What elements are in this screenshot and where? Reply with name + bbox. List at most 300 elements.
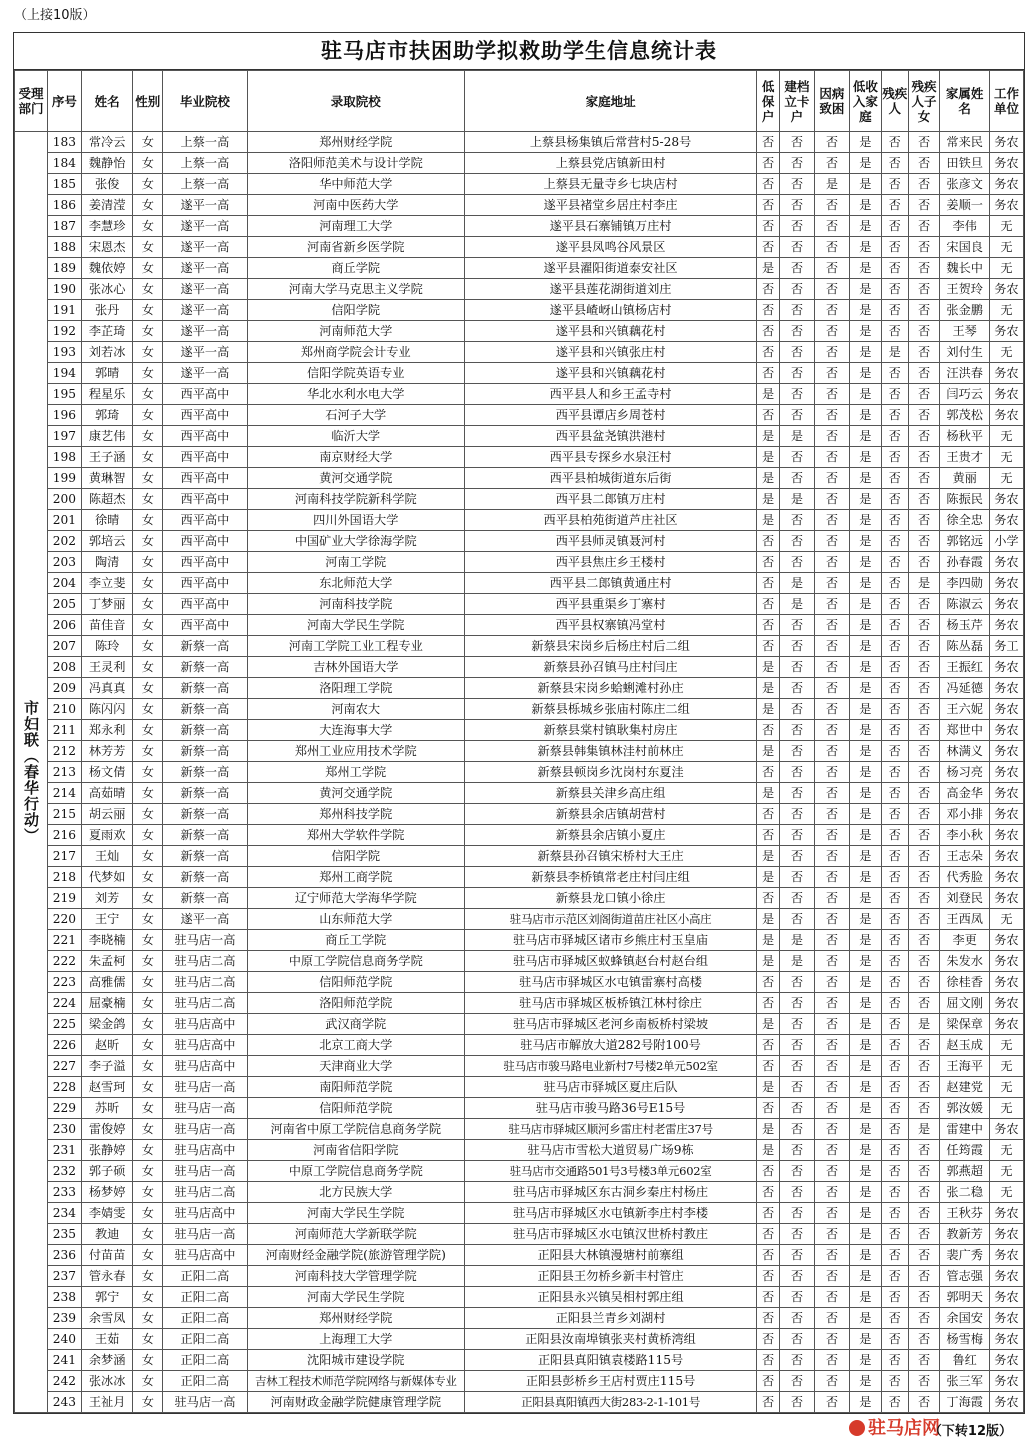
table-cell: 丁海霞: [940, 1392, 989, 1413]
table-cell: 否: [908, 1161, 940, 1182]
table-cell: 是: [849, 1266, 881, 1287]
table-cell: 西平县人和乡王孟寺村: [464, 384, 756, 405]
table-cell: 驻马店高中: [163, 1035, 247, 1056]
table-cell: 务农: [989, 1392, 1023, 1413]
table-cell: 否: [757, 195, 780, 216]
table-cell: 新蔡一高: [163, 741, 247, 762]
table-cell: 李伟: [940, 216, 989, 237]
table-cell: 陈超杰: [81, 489, 132, 510]
table-cell: 否: [881, 216, 908, 237]
table-cell: 否: [814, 195, 849, 216]
table-cell: 西平县柏城街道东后街: [464, 468, 756, 489]
table-cell: 否: [881, 1014, 908, 1035]
table-cell: 河南财政金融学院健康管理学院: [247, 1392, 464, 1413]
table-cell: 否: [757, 1203, 780, 1224]
table-cell: 否: [814, 1035, 849, 1056]
table-cell: 女: [133, 489, 163, 510]
table-cell: 务农: [989, 1266, 1023, 1287]
column-header: 建档立卡户: [779, 71, 814, 132]
table-cell: 洛阳师范学院: [247, 993, 464, 1014]
table-cell: 女: [133, 720, 163, 741]
table-cell: 驻马店市驿城区蚁蜂镇赵台村赵台组: [464, 951, 756, 972]
table-cell: 正阳县王勿桥乡新丰村管庄: [464, 1266, 756, 1287]
table-cell: 女: [133, 699, 163, 720]
table-cell: 女: [133, 1329, 163, 1350]
table-row: [15, 1392, 1024, 1413]
table-row: [15, 132, 1024, 153]
table-cell: 否: [779, 1077, 814, 1098]
table-cell: 是: [849, 720, 881, 741]
table-cell: 否: [757, 132, 780, 153]
table-cell: 否: [779, 1161, 814, 1182]
table-cell: 务农: [989, 405, 1023, 426]
table-cell: 否: [814, 1203, 849, 1224]
column-header: 姓名: [81, 71, 132, 132]
table-cell: 是: [757, 909, 780, 930]
table-cell: 否: [881, 1140, 908, 1161]
table-cell: 否: [814, 300, 849, 321]
table-cell: 是: [849, 1014, 881, 1035]
table-cell: 是: [849, 1224, 881, 1245]
table-cell: 上蔡一高: [163, 153, 247, 174]
table-cell: 否: [814, 468, 849, 489]
table-cell: 否: [881, 531, 908, 552]
table-cell: 河南农大: [247, 699, 464, 720]
table-cell: 新蔡一高: [163, 804, 247, 825]
table-cell: 否: [908, 279, 940, 300]
table-cell: 遂平一高: [163, 321, 247, 342]
table-cell: 否: [881, 384, 908, 405]
table-cell: 否: [881, 195, 908, 216]
table-cell: 务农: [989, 1287, 1023, 1308]
site-logo-icon: [849, 1420, 865, 1436]
table-cell: 务工: [989, 636, 1023, 657]
table-cell: 无: [989, 342, 1023, 363]
table-cell: 240: [47, 1329, 81, 1350]
table-cell: 否: [881, 615, 908, 636]
table-cell: 是: [757, 1077, 780, 1098]
table-cell: 临沂大学: [247, 426, 464, 447]
table-cell: 是: [779, 489, 814, 510]
table-cell: 否: [908, 489, 940, 510]
table-cell: 驻马店市驿城区板桥镇江林村徐庄: [464, 993, 756, 1014]
table-cell: 信阳师范学院: [247, 972, 464, 993]
table-cell: 200: [47, 489, 81, 510]
table-cell: 否: [814, 342, 849, 363]
table-row: [15, 426, 1024, 447]
table-cell: 赵昕: [81, 1035, 132, 1056]
table-cell: 是: [849, 783, 881, 804]
table-cell: 女: [133, 615, 163, 636]
table-cell: 否: [814, 1224, 849, 1245]
table-row: [15, 258, 1024, 279]
table-cell: 驻马店市驿城区水屯镇汉世桥村教庄: [464, 1224, 756, 1245]
table-cell: 否: [757, 720, 780, 741]
table-row: [15, 1119, 1024, 1140]
table-cell: 是: [779, 573, 814, 594]
table-cell: 否: [881, 237, 908, 258]
table-cell: 王灵利: [81, 657, 132, 678]
table-cell: 务农: [989, 1371, 1023, 1392]
table-cell: 张静婷: [81, 1140, 132, 1161]
table-cell: 西平高中: [163, 594, 247, 615]
table-cell: 216: [47, 825, 81, 846]
table-cell: 山东师范大学: [247, 909, 464, 930]
table-cell: 冯延德: [940, 678, 989, 699]
table-cell: 新蔡县宋岗乡后杨庄村后二组: [464, 636, 756, 657]
table-cell: 否: [814, 1371, 849, 1392]
table-cell: 否: [779, 1392, 814, 1413]
table-cell: 李四勋: [940, 573, 989, 594]
table-cell: 否: [779, 1098, 814, 1119]
column-header: 家属姓名: [940, 71, 989, 132]
table-cell: 否: [881, 300, 908, 321]
table-cell: 新蔡县龙口镇小徐庄: [464, 888, 756, 909]
table-cell: 陈玲: [81, 636, 132, 657]
table-cell: 否: [814, 279, 849, 300]
table-cell: 否: [881, 1224, 908, 1245]
table-cell: 女: [133, 258, 163, 279]
table-cell: 务农: [989, 993, 1023, 1014]
table-cell: 杨秋平: [940, 426, 989, 447]
table-header-row: [15, 71, 1024, 132]
table-cell: 否: [881, 867, 908, 888]
table-cell: 遂平一高: [163, 258, 247, 279]
table-row: [15, 1077, 1024, 1098]
table-cell: 是: [849, 1329, 881, 1350]
table-cell: 否: [908, 1287, 940, 1308]
table-cell: 否: [881, 1077, 908, 1098]
table-cell: 否: [881, 1056, 908, 1077]
table-cell: 女: [133, 153, 163, 174]
table-cell: 王西凤: [940, 909, 989, 930]
table-cell: 务农: [989, 972, 1023, 993]
table-cell: 梁金鸽: [81, 1014, 132, 1035]
table-cell: 否: [814, 1119, 849, 1140]
table-cell: 王宁: [81, 909, 132, 930]
table-cell: 驻马店一高: [163, 930, 247, 951]
table-cell: 否: [779, 552, 814, 573]
table-cell: 否: [814, 909, 849, 930]
table-cell: 女: [133, 1203, 163, 1224]
table-cell: 否: [908, 1308, 940, 1329]
table-row: [15, 720, 1024, 741]
table-cell: 否: [814, 552, 849, 573]
table-cell: 李小秋: [940, 825, 989, 846]
table-cell: 否: [881, 1329, 908, 1350]
table-cell: 驻马店市骏马路电业新村7号楼2单元502室: [464, 1056, 756, 1077]
table-cell: 务农: [989, 1224, 1023, 1245]
table-cell: 任筠霞: [940, 1140, 989, 1161]
table-cell: 否: [881, 279, 908, 300]
table-cell: 郭晴: [81, 363, 132, 384]
table-cell: 否: [881, 1161, 908, 1182]
table-cell: 朱孟柯: [81, 951, 132, 972]
table-cell: 否: [779, 993, 814, 1014]
table-cell: 务农: [989, 699, 1023, 720]
table-cell: 否: [757, 363, 780, 384]
table-cell: 余雪凤: [81, 1308, 132, 1329]
table-cell: 杨雪梅: [940, 1329, 989, 1350]
table-cell: 否: [908, 132, 940, 153]
table-cell: 否: [881, 657, 908, 678]
table-cell: 河南大学民生学院: [247, 1203, 464, 1224]
table-cell: 否: [908, 783, 940, 804]
table-cell: 否: [814, 1014, 849, 1035]
column-header: 残疾人: [881, 71, 908, 132]
table-cell: 郭铭远: [940, 531, 989, 552]
table-cell: 否: [779, 720, 814, 741]
table-cell: 209: [47, 678, 81, 699]
table-cell: 否: [814, 426, 849, 447]
table-cell: 是: [849, 1056, 881, 1077]
table-cell: 正阳二高: [163, 1371, 247, 1392]
table-cell: 194: [47, 363, 81, 384]
table-cell: 务农: [989, 1203, 1023, 1224]
table-cell: 西平县焦庄乡王楼村: [464, 552, 756, 573]
table-cell: 否: [814, 804, 849, 825]
table-cell: 代梦如: [81, 867, 132, 888]
table-cell: 否: [779, 279, 814, 300]
table-cell: 否: [779, 237, 814, 258]
table-cell: 否: [757, 174, 780, 195]
table-cell: 否: [908, 615, 940, 636]
table-cell: 否: [757, 1056, 780, 1077]
table-row: [15, 300, 1024, 321]
table-row: [15, 1245, 1024, 1266]
table-cell: 郭琦: [81, 405, 132, 426]
table-cell: 218: [47, 867, 81, 888]
table-cell: 刘芳: [81, 888, 132, 909]
table-cell: 河南理工大学: [247, 216, 464, 237]
table-cell: 常来民: [940, 132, 989, 153]
table-row: [15, 636, 1024, 657]
table-cell: 遂平县莲花湖街道刘庄: [464, 279, 756, 300]
table-cell: 否: [779, 363, 814, 384]
table-cell: 郑州大学软件学院: [247, 825, 464, 846]
table-cell: 新蔡县栎城乡张庙村陈庄二组: [464, 699, 756, 720]
table-cell: 是: [849, 1077, 881, 1098]
table-cell: 女: [133, 1224, 163, 1245]
table-cell: 否: [779, 1224, 814, 1245]
table-cell: 西平高中: [163, 552, 247, 573]
table-cell: 是: [849, 1140, 881, 1161]
table-cell: 否: [814, 1245, 849, 1266]
table-cell: 否: [814, 1140, 849, 1161]
table-row: [15, 468, 1024, 489]
table-cell: 否: [881, 1119, 908, 1140]
table-cell: 商丘学院: [247, 258, 464, 279]
table-cell: 天津商业大学: [247, 1056, 464, 1077]
table-cell: 否: [814, 363, 849, 384]
table-cell: 否: [908, 1140, 940, 1161]
table-cell: 务农: [989, 1329, 1023, 1350]
table-row: [15, 930, 1024, 951]
table-cell: 183: [47, 132, 81, 153]
table-cell: 闫巧云: [940, 384, 989, 405]
table-cell: 驻马店高中: [163, 1245, 247, 1266]
table-cell: 235: [47, 1224, 81, 1245]
table-cell: 无: [989, 237, 1023, 258]
table-cell: 186: [47, 195, 81, 216]
table-cell: 河南省中原工学院信息商务学院: [247, 1119, 464, 1140]
table-cell: 192: [47, 321, 81, 342]
table-row: [15, 594, 1024, 615]
table-cell: 陈丛磊: [940, 636, 989, 657]
table-cell: 驻马店市交通路501号3号楼3单元602室: [464, 1161, 756, 1182]
table-row: [15, 972, 1024, 993]
table-cell: 否: [881, 909, 908, 930]
table-cell: 226: [47, 1035, 81, 1056]
table-cell: 234: [47, 1203, 81, 1224]
table-cell: 否: [814, 951, 849, 972]
table-cell: 王茹: [81, 1329, 132, 1350]
table-cell: 教新芳: [940, 1224, 989, 1245]
table-cell: 务农: [989, 615, 1023, 636]
table-row: [15, 993, 1024, 1014]
table-cell: 是: [849, 1308, 881, 1329]
table-cell: 227: [47, 1056, 81, 1077]
table-cell: 驻马店市驿城区东古洞乡秦庄村杨庄: [464, 1182, 756, 1203]
table-row: [15, 825, 1024, 846]
table-cell: 石河子大学: [247, 405, 464, 426]
table-cell: 张二稳: [940, 1182, 989, 1203]
table-cell: 郑世中: [940, 720, 989, 741]
table-cell: 否: [779, 1119, 814, 1140]
table-cell: 梁保章: [940, 1014, 989, 1035]
table-cell: 否: [814, 405, 849, 426]
table-cell: 否: [908, 195, 940, 216]
table-cell: 否: [779, 1203, 814, 1224]
table-row: [15, 1287, 1024, 1308]
table-cell: 否: [779, 762, 814, 783]
table-cell: 代秀脸: [940, 867, 989, 888]
table-cell: 付苗苗: [81, 1245, 132, 1266]
table-cell: 是: [849, 1245, 881, 1266]
table-cell: 237: [47, 1266, 81, 1287]
table-cell: 否: [757, 552, 780, 573]
table-cell: 是: [849, 363, 881, 384]
table-cell: 否: [757, 825, 780, 846]
table-cell: 驻马店市驿城区水屯镇雷寨村高楼: [464, 972, 756, 993]
table-cell: 务农: [989, 195, 1023, 216]
table-row: [15, 741, 1024, 762]
table-cell: 务农: [989, 510, 1023, 531]
table-cell: 正阳二高: [163, 1308, 247, 1329]
table-cell: 正阳县真阳镇袁楼路115号: [464, 1350, 756, 1371]
table-cell: 张金鹏: [940, 300, 989, 321]
table-cell: 河南大学民生学院: [247, 1287, 464, 1308]
table-cell: 229: [47, 1098, 81, 1119]
table-cell: 女: [133, 1035, 163, 1056]
table-cell: 否: [881, 1035, 908, 1056]
table-cell: 务农: [989, 552, 1023, 573]
table-cell: 新蔡一高: [163, 636, 247, 657]
table-cell: 张冰冰: [81, 1371, 132, 1392]
table-cell: 否: [814, 1077, 849, 1098]
table-cell: 女: [133, 657, 163, 678]
table-cell: 女: [133, 846, 163, 867]
table-cell: 196: [47, 405, 81, 426]
table-cell: 新蔡县余店镇胡营村: [464, 804, 756, 825]
table-cell: 新蔡县关津乡高庄组: [464, 783, 756, 804]
table-cell: 新蔡一高: [163, 678, 247, 699]
table-row: [15, 657, 1024, 678]
table-cell: 驻马店高中: [163, 1140, 247, 1161]
table-cell: 否: [757, 1182, 780, 1203]
table-cell: 张三军: [940, 1371, 989, 1392]
table-cell: 是: [849, 615, 881, 636]
table-cell: 遂平县和兴镇藕花村: [464, 321, 756, 342]
table-cell: 无: [989, 909, 1023, 930]
table-cell: 否: [757, 636, 780, 657]
table-cell: 中国矿业大学徐海学院: [247, 531, 464, 552]
table-cell: 否: [814, 762, 849, 783]
table-cell: 东北师范大学: [247, 573, 464, 594]
table-cell: 是: [849, 804, 881, 825]
table-cell: 新蔡一高: [163, 867, 247, 888]
table-cell: 否: [757, 1329, 780, 1350]
table-cell: 康艺伟: [81, 426, 132, 447]
table-cell: 否: [814, 531, 849, 552]
table-cell: 女: [133, 510, 163, 531]
table-cell: 是: [849, 1161, 881, 1182]
table-cell: 汪洪春: [940, 363, 989, 384]
table-cell: 徐全忠: [940, 510, 989, 531]
table-cell: 孙春霞: [940, 552, 989, 573]
table-cell: 217: [47, 846, 81, 867]
table-cell: 否: [779, 132, 814, 153]
table-cell: 务农: [989, 762, 1023, 783]
table-cell: 否: [908, 384, 940, 405]
table-cell: 是: [849, 741, 881, 762]
table-cell: 否: [908, 867, 940, 888]
table-cell: 遂平一高: [163, 216, 247, 237]
table-cell: 是: [849, 636, 881, 657]
table-cell: 否: [881, 363, 908, 384]
table-cell: 驻马店市驿城区顺河乡雷庄村老雷庄37号: [464, 1119, 756, 1140]
table-cell: 郑州工商学院: [247, 867, 464, 888]
table-row: [15, 762, 1024, 783]
table-cell: 女: [133, 678, 163, 699]
table-cell: 河南科技学院: [247, 594, 464, 615]
table-cell: 务农: [989, 174, 1023, 195]
table-cell: 是: [849, 510, 881, 531]
table-cell: 务农: [989, 594, 1023, 615]
table-cell: 否: [908, 153, 940, 174]
table-cell: 214: [47, 783, 81, 804]
table-cell: 否: [779, 1014, 814, 1035]
table-cell: 是: [849, 279, 881, 300]
table-cell: 西平高中: [163, 573, 247, 594]
table-row: [15, 846, 1024, 867]
table-cell: 王海平: [940, 1056, 989, 1077]
table-cell: 遂平县凤鸣谷风景区: [464, 237, 756, 258]
table-cell: 上海理工大学: [247, 1329, 464, 1350]
table-cell: 223: [47, 972, 81, 993]
table-cell: 务农: [989, 573, 1023, 594]
table-row: [15, 195, 1024, 216]
table-cell: 是: [757, 699, 780, 720]
table-cell: 务农: [989, 930, 1023, 951]
table-cell: 李芷琦: [81, 321, 132, 342]
table-cell: 中原工学院信息商务学院: [247, 1161, 464, 1182]
table-cell: 魏静怡: [81, 153, 132, 174]
table-cell: 驻马店市驿城区老河乡南板桥村梁坡: [464, 1014, 756, 1035]
table-cell: 北方民族大学: [247, 1182, 464, 1203]
table-cell: 否: [814, 1350, 849, 1371]
table-cell: 190: [47, 279, 81, 300]
